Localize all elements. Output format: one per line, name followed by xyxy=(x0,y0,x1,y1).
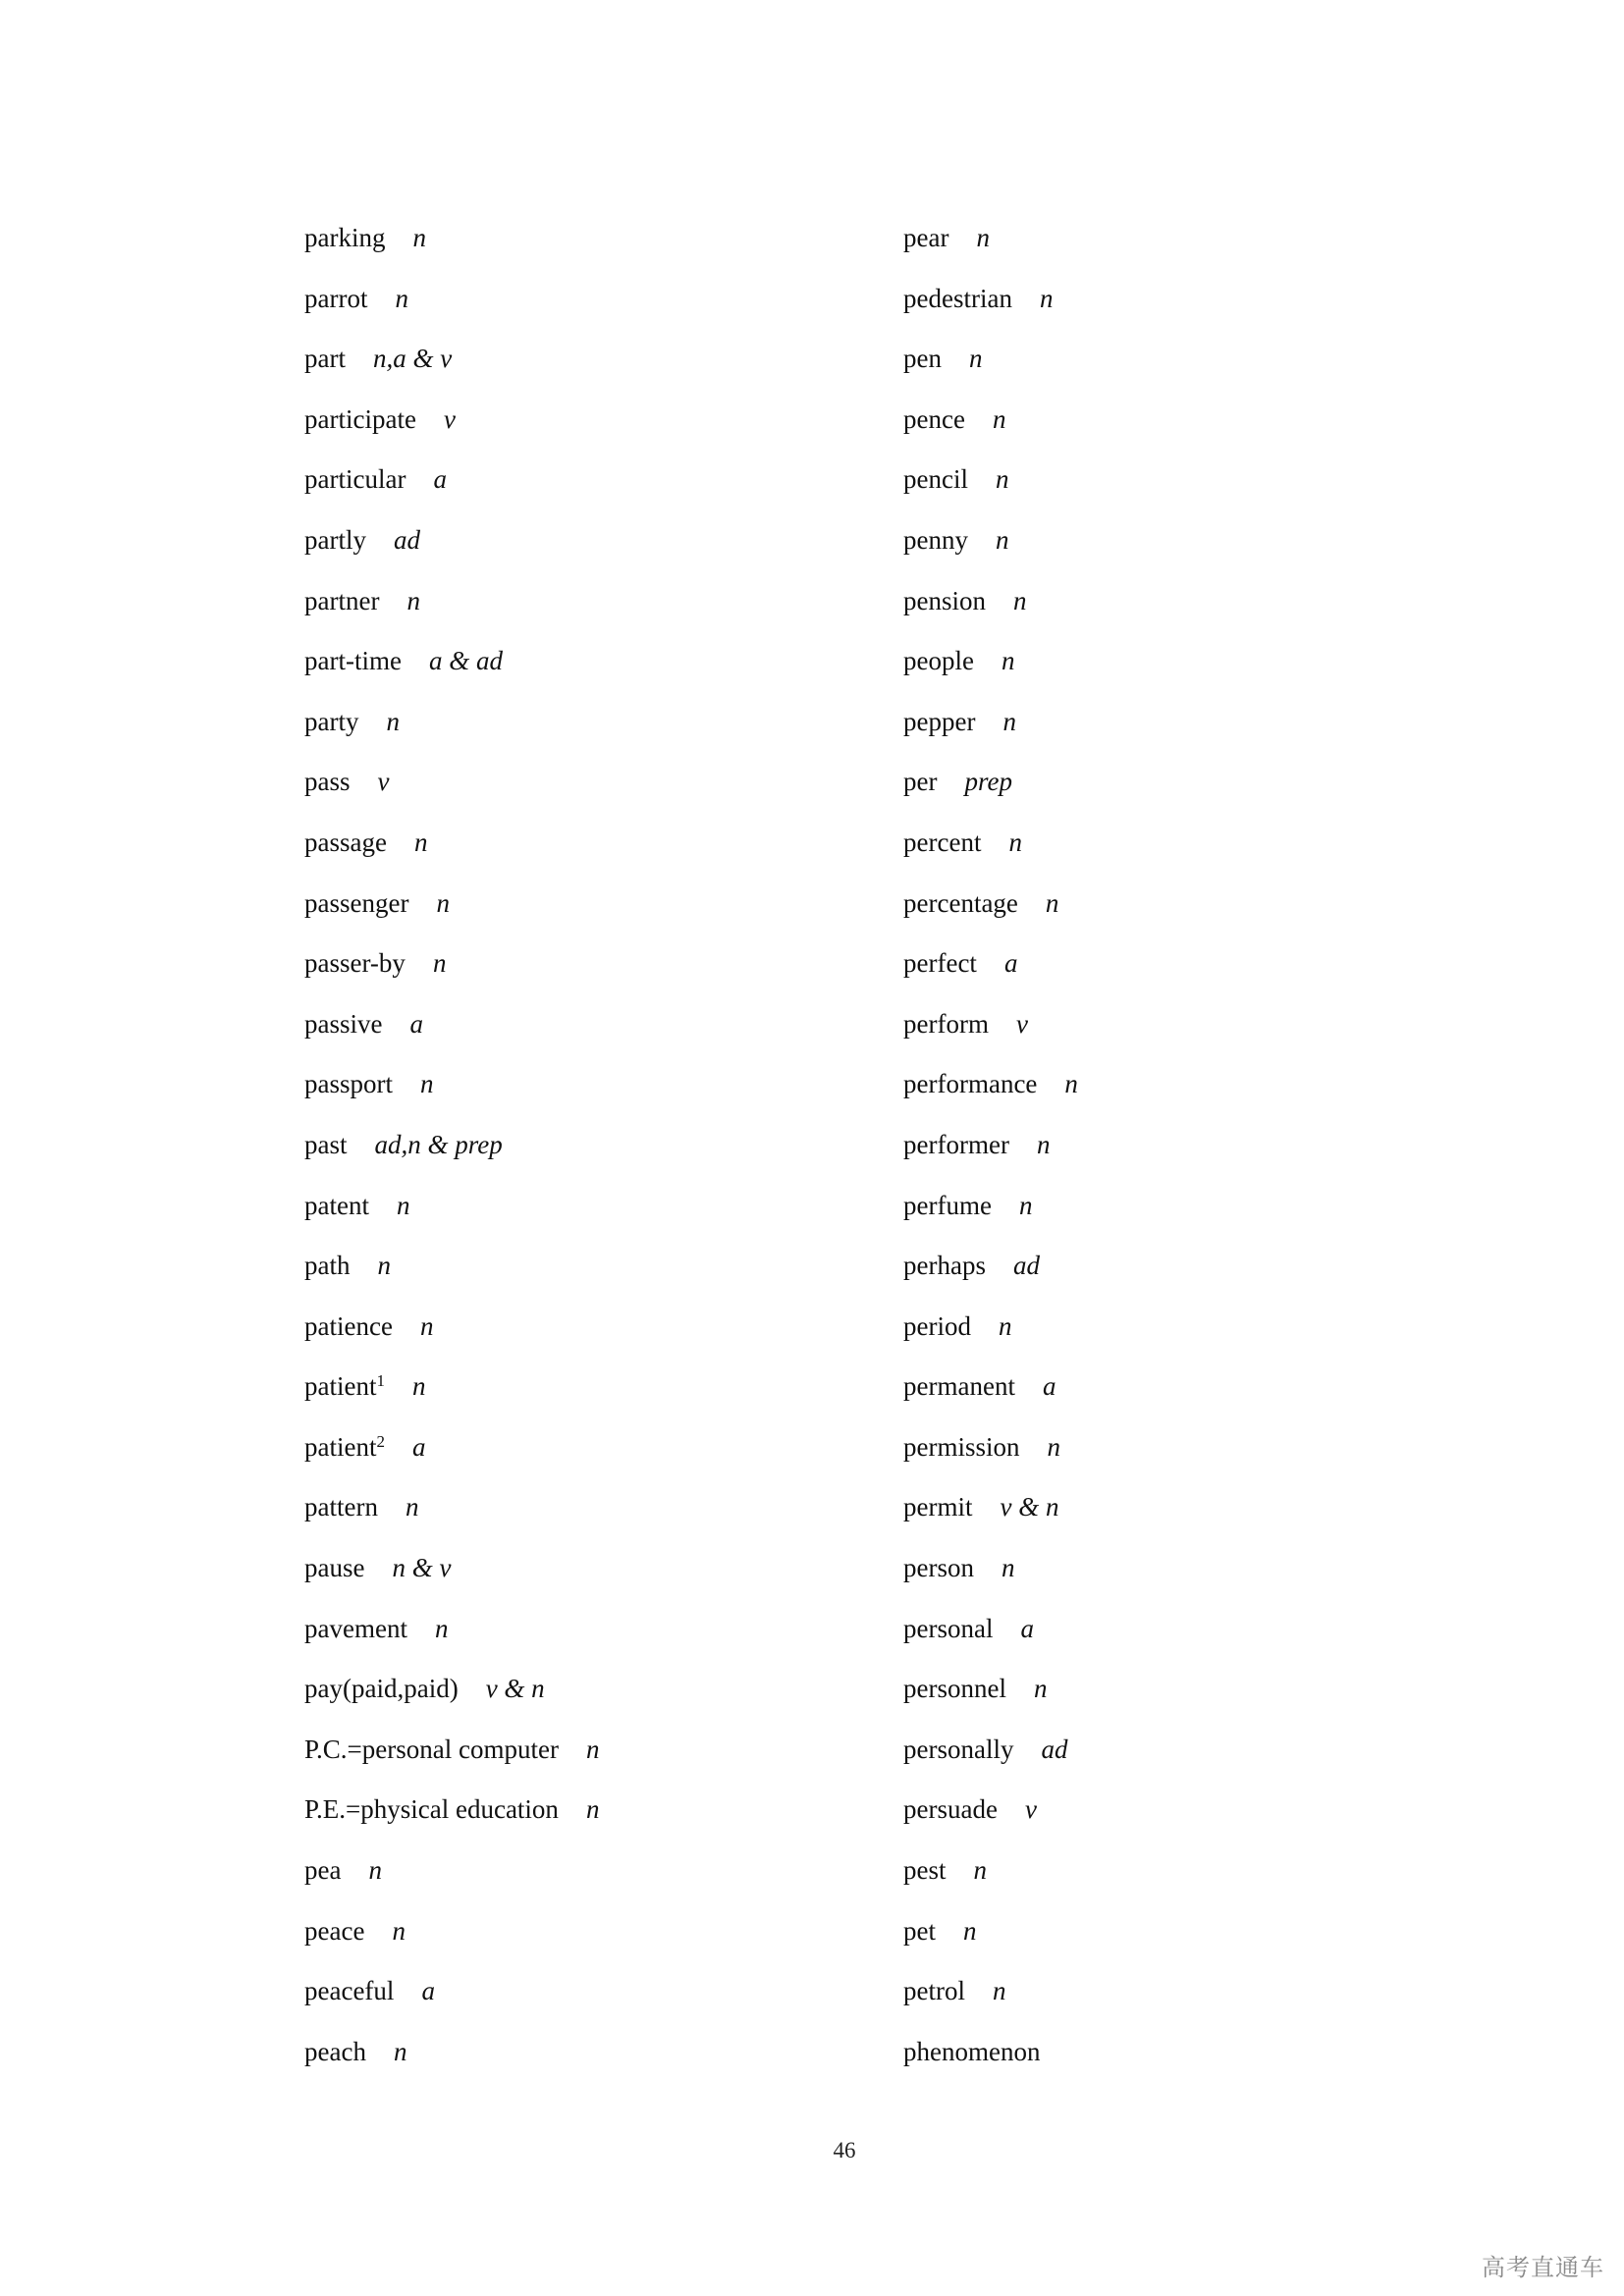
vocab-word-text: peace xyxy=(304,1915,365,1946)
part-of-speech: n xyxy=(963,1915,977,1946)
vocab-word-text: part-time xyxy=(304,646,402,676)
part-of-speech: n xyxy=(585,1734,600,1764)
vocab-entry xyxy=(903,819,1453,880)
vocab-entry xyxy=(903,1665,1453,1726)
vocab-word xyxy=(903,223,948,252)
vocab-word xyxy=(304,1553,364,1582)
vocab-word xyxy=(903,1614,993,1643)
vocab-word-text: perfume xyxy=(903,1190,992,1220)
vocab-word-text: petrol xyxy=(903,1976,965,2006)
vocab-word-text: patent xyxy=(304,1190,369,1220)
vocab-word-text: partner xyxy=(304,585,380,615)
vocab-word-text: personal xyxy=(903,1613,994,1643)
vocab-entry xyxy=(903,1060,1453,1121)
vocab-word-text: path xyxy=(304,1251,351,1281)
part-of-speech: n & v xyxy=(392,1553,452,1583)
vocab-word xyxy=(304,284,367,313)
part-of-speech: n xyxy=(436,887,450,918)
part-of-speech: n xyxy=(998,1310,1012,1341)
vocab-word xyxy=(304,1976,394,2005)
vocab-entry xyxy=(304,819,854,880)
part-of-speech: n xyxy=(1013,585,1027,615)
vocab-word xyxy=(304,1614,407,1643)
part-of-speech: n xyxy=(396,1190,410,1220)
part-of-speech: n xyxy=(585,1794,600,1825)
vocab-word-text: pest xyxy=(903,1855,947,1886)
vocab-entry xyxy=(903,1907,1453,1968)
vocabulary-right-column xyxy=(903,214,1453,2088)
vocab-word-text: per xyxy=(903,767,938,797)
part-of-speech: n xyxy=(405,1492,419,1522)
vocab-entry xyxy=(903,2028,1453,2089)
vocab-entry xyxy=(903,1242,1453,1303)
vocab-entry xyxy=(304,1483,854,1544)
part-of-speech: n xyxy=(1018,1190,1033,1220)
vocab-word xyxy=(903,284,1012,313)
vocab-word xyxy=(304,1130,348,1159)
vocab-word-text: pet xyxy=(903,1915,936,1946)
part-of-speech: n xyxy=(411,1371,426,1402)
vocab-entry xyxy=(903,455,1453,516)
vocab-word xyxy=(903,464,968,494)
vocab-entry xyxy=(903,698,1453,759)
part-of-speech: n xyxy=(412,223,426,252)
vocab-entry xyxy=(903,275,1453,336)
vocab-word-text: past xyxy=(304,1129,348,1159)
vocab-entry xyxy=(304,1121,854,1182)
vocab-word-text: peach xyxy=(304,2036,366,2066)
vocab-entry xyxy=(304,1182,854,1243)
part-of-speech: n xyxy=(995,464,1009,495)
vocab-entry xyxy=(304,637,854,698)
vocab-word-text: passive xyxy=(304,1008,383,1039)
vocab-word xyxy=(304,525,366,555)
part-of-speech: n xyxy=(368,1855,382,1886)
sense-number: 2 xyxy=(376,1431,385,1451)
watermark-text: 高考直通车 xyxy=(1482,2254,1604,2281)
vocab-word-text: pattern xyxy=(304,1492,378,1522)
vocab-word-text: performance xyxy=(903,1069,1038,1099)
vocab-word xyxy=(304,1069,393,1098)
vocab-word-text: particular xyxy=(304,464,406,495)
vocab-word xyxy=(903,1311,971,1341)
part-of-speech: n xyxy=(1064,1069,1078,1099)
vocab-word xyxy=(304,948,406,978)
part-of-speech: n xyxy=(1039,283,1054,313)
part-of-speech: ad xyxy=(1012,1251,1040,1281)
part-of-speech: a xyxy=(411,1431,426,1462)
vocab-word xyxy=(903,1553,974,1582)
vocab-word-text: perform xyxy=(903,1008,989,1039)
vocab-word xyxy=(903,1251,986,1280)
sense-number: 1 xyxy=(376,1371,385,1391)
vocab-word xyxy=(304,1916,364,1946)
part-of-speech: a xyxy=(421,1976,435,2006)
vocab-word-text: passport xyxy=(304,1069,393,1099)
vocab-word-text: participate xyxy=(304,403,416,434)
part-of-speech: n xyxy=(432,948,447,979)
vocab-entry xyxy=(304,1242,854,1303)
vocab-word xyxy=(304,223,385,252)
vocab-word xyxy=(903,767,937,796)
vocab-word xyxy=(903,2037,1040,2066)
vocab-word xyxy=(903,404,965,434)
part-of-speech: n xyxy=(377,1251,391,1281)
vocab-entry xyxy=(304,698,854,759)
vocab-word-text: party xyxy=(304,706,359,736)
vocab-word-text: personally xyxy=(903,1734,1014,1764)
vocab-word-text: percentage xyxy=(903,887,1018,918)
vocab-word-text: pause xyxy=(304,1553,365,1583)
vocab-word-text: P.C.=personal computer xyxy=(304,1734,559,1764)
vocab-word-text: period xyxy=(903,1310,971,1341)
vocab-word xyxy=(903,1130,1009,1159)
part-of-speech: n xyxy=(386,706,400,736)
part-of-speech: n xyxy=(395,283,408,313)
vocab-word xyxy=(304,1251,351,1280)
part-of-speech: v xyxy=(377,767,390,797)
vocab-entry xyxy=(304,335,854,396)
part-of-speech: a xyxy=(1003,948,1018,979)
part-of-speech: n xyxy=(1047,1431,1060,1462)
vocab-word-text: peaceful xyxy=(304,1976,395,2006)
vocab-word-text: pencil xyxy=(903,464,968,495)
vocab-word-text: pension xyxy=(903,585,986,615)
vocab-entry xyxy=(903,939,1453,1000)
vocab-word-text: patient xyxy=(304,1371,377,1402)
vocab-word-text: perhaps xyxy=(903,1251,986,1281)
vocab-word-text: part xyxy=(304,344,346,374)
vocab-word xyxy=(903,1916,936,1946)
vocab-entry xyxy=(903,396,1453,456)
vocab-entry xyxy=(304,516,854,577)
part-of-speech: n xyxy=(968,344,983,374)
vocab-word xyxy=(903,828,981,857)
vocab-word-text: pepper xyxy=(903,706,976,736)
vocab-entry xyxy=(903,637,1453,698)
vocab-word xyxy=(903,1855,947,1885)
part-of-speech: n xyxy=(413,827,428,857)
vocab-entry xyxy=(903,758,1453,819)
vocab-word-text: permanent xyxy=(903,1371,1015,1402)
vocab-word xyxy=(304,1674,459,1703)
part-of-speech: v xyxy=(1024,1794,1037,1825)
vocab-word xyxy=(903,1735,1013,1764)
vocab-entry xyxy=(304,1060,854,1121)
vocab-word-text: phenomenon xyxy=(903,2036,1041,2066)
vocab-entry xyxy=(903,880,1453,940)
vocab-entry xyxy=(304,1967,854,2028)
vocab-word-text: persuade xyxy=(903,1794,998,1825)
part-of-speech: n,a & v xyxy=(372,344,453,374)
vocab-word-text: permission xyxy=(903,1431,1020,1462)
vocab-word xyxy=(304,1009,382,1039)
part-of-speech: n xyxy=(973,1855,987,1886)
part-of-speech: n xyxy=(995,524,1009,555)
vocab-entry xyxy=(903,335,1453,396)
vocab-word-text: partly xyxy=(304,524,366,555)
vocab-word-text: penny xyxy=(903,524,968,555)
vocab-word xyxy=(304,707,358,736)
vocab-word xyxy=(304,404,416,434)
part-of-speech: ad,n & prep xyxy=(374,1129,503,1159)
part-of-speech: v & n xyxy=(485,1674,545,1704)
vocab-word-text: pence xyxy=(903,403,965,434)
vocab-word-text: passenger xyxy=(304,887,409,918)
part-of-speech: n xyxy=(392,1915,406,1946)
vocab-entry xyxy=(903,1303,1453,1363)
part-of-speech: n xyxy=(1001,646,1015,676)
vocab-entry xyxy=(903,1000,1453,1061)
vocab-entry xyxy=(304,1000,854,1061)
part-of-speech: v & n xyxy=(1000,1492,1059,1522)
vocab-word-text: pay(paid,paid) xyxy=(304,1674,459,1704)
vocab-entry xyxy=(903,577,1453,638)
vocab-word xyxy=(903,1674,1006,1703)
vocab-word xyxy=(304,888,408,918)
vocab-entry xyxy=(304,1544,854,1605)
vocab-word-text: patience xyxy=(304,1310,393,1341)
vocab-word xyxy=(304,1855,341,1885)
vocab-word xyxy=(903,1794,998,1824)
vocab-word-text: pass xyxy=(304,767,351,797)
vocab-entry xyxy=(903,214,1453,275)
part-of-speech: n xyxy=(419,1310,434,1341)
vocab-word-text: perfect xyxy=(903,948,977,979)
vocab-entry xyxy=(304,758,854,819)
vocab-word xyxy=(903,646,974,675)
vocab-entry xyxy=(304,1846,854,1907)
vocab-entry xyxy=(304,1605,854,1666)
part-of-speech: v xyxy=(1015,1008,1028,1039)
vocab-word-text: parrot xyxy=(304,283,368,313)
vocab-word-text: pea xyxy=(304,1855,342,1886)
vocab-word xyxy=(903,1976,965,2005)
part-of-speech: n xyxy=(1036,1129,1051,1159)
part-of-speech: n xyxy=(393,2036,407,2066)
part-of-speech: n xyxy=(976,223,990,252)
vocab-word xyxy=(304,1432,385,1462)
part-of-speech: n xyxy=(406,585,420,615)
vocab-word xyxy=(903,1432,1020,1462)
part-of-speech: v xyxy=(443,403,456,434)
vocab-word-text: P.E.=physical education xyxy=(304,1794,559,1825)
part-of-speech: n xyxy=(1008,827,1022,857)
part-of-speech: n xyxy=(992,403,1006,434)
vocab-entry xyxy=(903,1726,1453,1787)
vocab-word-text: passage xyxy=(304,827,387,857)
vocab-entry xyxy=(304,455,854,516)
vocab-entry xyxy=(304,939,854,1000)
vocab-entry xyxy=(304,214,854,275)
vocab-word xyxy=(304,586,379,615)
vocab-entry xyxy=(304,1362,854,1423)
vocab-word-text: people xyxy=(903,646,974,676)
vocab-entry xyxy=(304,1423,854,1484)
vocab-entry xyxy=(304,577,854,638)
vocab-word xyxy=(903,707,975,736)
vocab-word-text: personnel xyxy=(903,1674,1006,1704)
vocab-word xyxy=(903,525,968,555)
vocab-entry xyxy=(304,1907,854,1968)
vocab-entry xyxy=(903,1182,1453,1243)
vocab-entry xyxy=(304,1303,854,1363)
part-of-speech: ad xyxy=(1041,1734,1068,1764)
part-of-speech: n xyxy=(1001,1553,1015,1583)
vocab-word xyxy=(304,767,351,796)
part-of-speech: a xyxy=(433,464,447,495)
part-of-speech: n xyxy=(1002,706,1016,736)
part-of-speech: n xyxy=(420,1069,434,1099)
vocab-word-text: pavement xyxy=(304,1613,407,1643)
vocab-word-text: patient xyxy=(304,1431,377,1462)
vocab-word-text: pen xyxy=(903,344,942,374)
vocab-entry xyxy=(903,1362,1453,1423)
vocab-entry xyxy=(903,1483,1453,1544)
vocab-entry xyxy=(903,1786,1453,1846)
vocab-entry xyxy=(903,1423,1453,1484)
vocab-word xyxy=(304,344,346,373)
vocab-word-text: person xyxy=(903,1553,974,1583)
vocab-word xyxy=(304,2037,366,2066)
vocab-word-text: percent xyxy=(903,827,982,857)
vocab-entry xyxy=(903,516,1453,577)
vocab-word xyxy=(304,1371,385,1401)
part-of-speech: prep xyxy=(964,767,1012,797)
vocab-word xyxy=(304,1794,559,1824)
vocab-entry xyxy=(304,396,854,456)
vocab-word xyxy=(903,1492,972,1522)
vocab-entry xyxy=(903,1605,1453,1666)
vocab-word xyxy=(304,1311,393,1341)
vocab-word xyxy=(903,1009,989,1039)
vocab-word xyxy=(903,1069,1037,1098)
page-number: 46 xyxy=(833,2138,856,2163)
vocab-entry xyxy=(903,1121,1453,1182)
vocab-word-text: permit xyxy=(903,1492,973,1522)
part-of-speech: ad xyxy=(393,524,420,555)
vocab-entry xyxy=(903,1846,1453,1907)
vocab-entry xyxy=(903,1967,1453,2028)
part-of-speech: a & ad xyxy=(428,646,503,676)
vocab-word xyxy=(304,828,387,857)
vocab-word xyxy=(903,948,977,978)
vocab-word xyxy=(304,1735,559,1764)
vocab-word-text: passer-by xyxy=(304,948,406,979)
vocabulary-left-column xyxy=(304,214,854,2088)
vocab-word xyxy=(903,1371,1015,1401)
vocab-word-text: pedestrian xyxy=(903,283,1012,313)
vocab-entry xyxy=(903,1544,1453,1605)
vocab-word xyxy=(903,344,942,373)
part-of-speech: a xyxy=(1042,1371,1056,1402)
vocab-word xyxy=(304,1191,369,1220)
vocab-entry xyxy=(304,880,854,940)
vocab-entry xyxy=(304,275,854,336)
vocab-word xyxy=(903,888,1018,918)
part-of-speech: n xyxy=(992,1976,1006,2006)
vocab-entry xyxy=(304,1786,854,1846)
vocab-word xyxy=(304,646,402,675)
part-of-speech: a xyxy=(409,1008,423,1039)
vocab-word xyxy=(304,464,406,494)
vocab-word-text: performer xyxy=(903,1129,1009,1159)
part-of-speech: n xyxy=(1033,1674,1048,1704)
part-of-speech: n xyxy=(434,1613,449,1643)
vocab-entry xyxy=(304,2028,854,2089)
part-of-speech: n xyxy=(1045,887,1059,918)
vocab-word xyxy=(903,586,986,615)
vocab-entry xyxy=(304,1665,854,1726)
vocab-entry xyxy=(304,1726,854,1787)
part-of-speech: a xyxy=(1020,1613,1034,1643)
vocab-word-text: pear xyxy=(903,223,949,252)
vocab-word-text: parking xyxy=(304,223,386,252)
vocab-word xyxy=(903,1191,992,1220)
vocab-word xyxy=(304,1492,378,1522)
